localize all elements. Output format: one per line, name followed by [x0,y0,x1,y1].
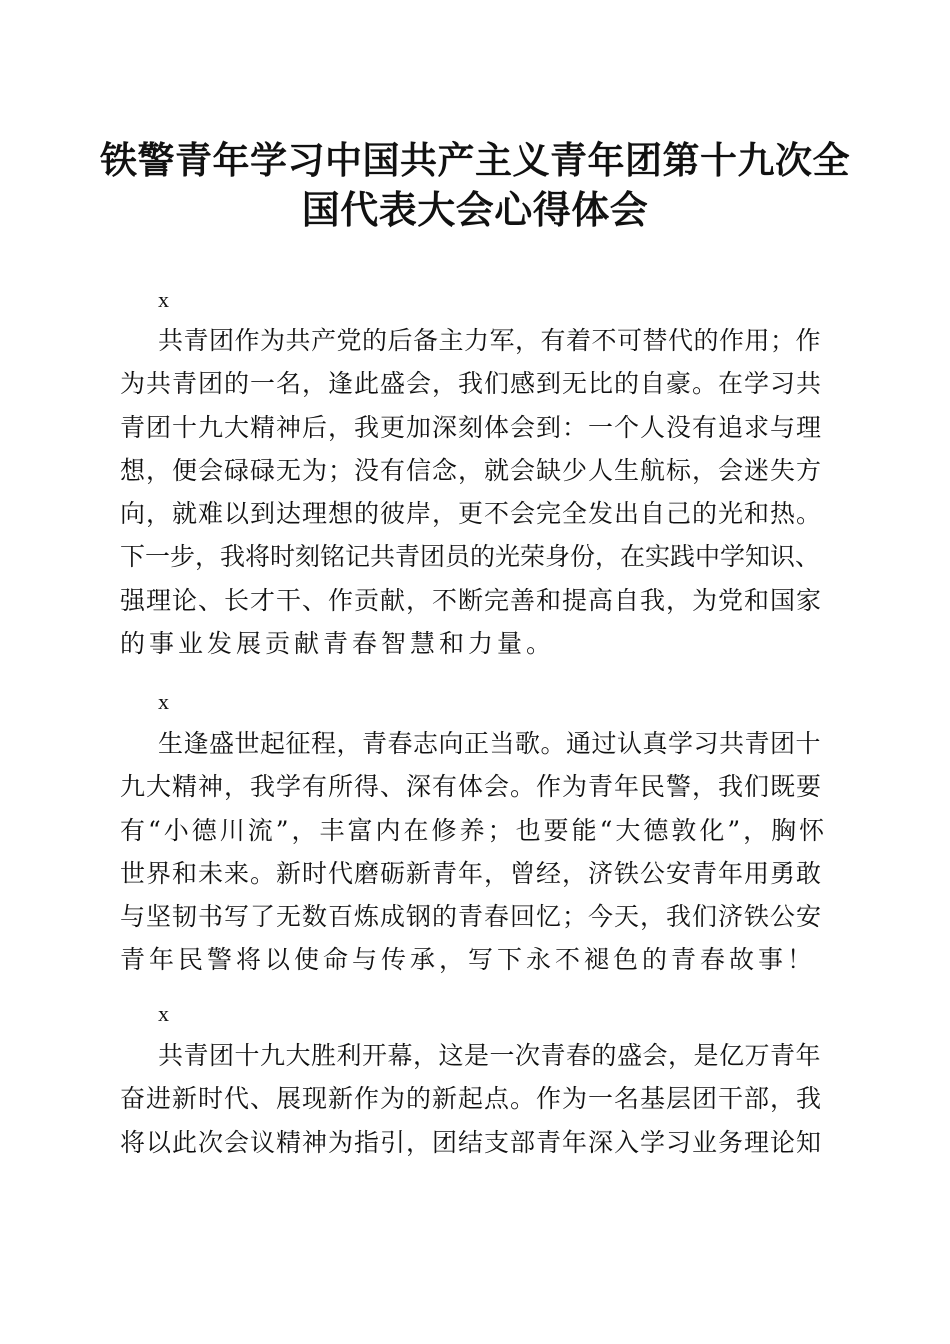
paragraph-line: 与坚韧书写了无数百炼成钢的青春回忆；今天，我们济铁公安 [120,902,823,932]
title-line-1: 铁警青年学习中国共产主义青年团第十九次全 [100,138,850,182]
section-marker: x [158,1001,169,1026]
paragraph-2 [120,722,832,982]
paragraph-line: 青年民警将以使命与传承，写下永不褪色的青春故事！ [120,945,817,975]
paragraph-line: 共青团作为共产党的后备主力军，有着不可替代的作用；作 [158,326,822,355]
paragraph-line: 九大精神，我学有所得、深有体会。作为青年民警，我们既要 [120,772,823,802]
paragraph-line: 为共青团的一名，逢此盛会，我们感到无比的自豪。在学习共 [120,369,823,399]
paragraph-line: 下一步，我将时刻铭记共青团员的光荣身份，在实践中学知识、 [120,542,821,572]
paragraph-line: 青团十九大精神后，我更加深刻体会到：一个人没有追求与理 [120,412,823,442]
section-marker: x [158,689,169,714]
paragraph-line: 生逢盛世起征程，青春志向正当歌。通过认真学习共青团十 [158,729,822,758]
section-marker: x [158,287,169,312]
paragraph-line: 强理论、长才干、作贡献，不断完善和提高自我，为党和国家 [120,585,823,615]
paragraph-1 [120,319,832,665]
paragraph-3 [120,1034,832,1164]
paragraph-line: 将以此次会议精神为指引，团结支部青年深入学习业务理论知 [120,1127,823,1157]
paragraph-line: 世界和未来。新时代磨砺新青年，曾经，济铁公安青年用勇敢 [120,858,823,888]
paragraph-line: 向，就难以到达理想的彼岸，更不会完全发出自己的光和热。 [120,499,823,529]
paragraph-line: 共青团十九大胜利开幕，这是一次青春的盛会，是亿万青年 [158,1041,822,1070]
title-line-2: 国代表大会心得体会 [301,187,649,232]
document-title [100,136,850,234]
paragraph-line: 的事业发展贡献青春智慧和力量。 [120,629,556,659]
paragraph-line: 奋进新时代、展现新作为的新起点。作为一名基层团干部，我 [120,1084,823,1114]
paragraph-line: 有“小德川流”，丰富内在修养；也要能“大德敦化”，胸怀 [120,815,828,845]
paragraph-line: 想，便会碌碌无为；没有信念，就会缺少人生航标，会迷失方 [120,455,823,485]
